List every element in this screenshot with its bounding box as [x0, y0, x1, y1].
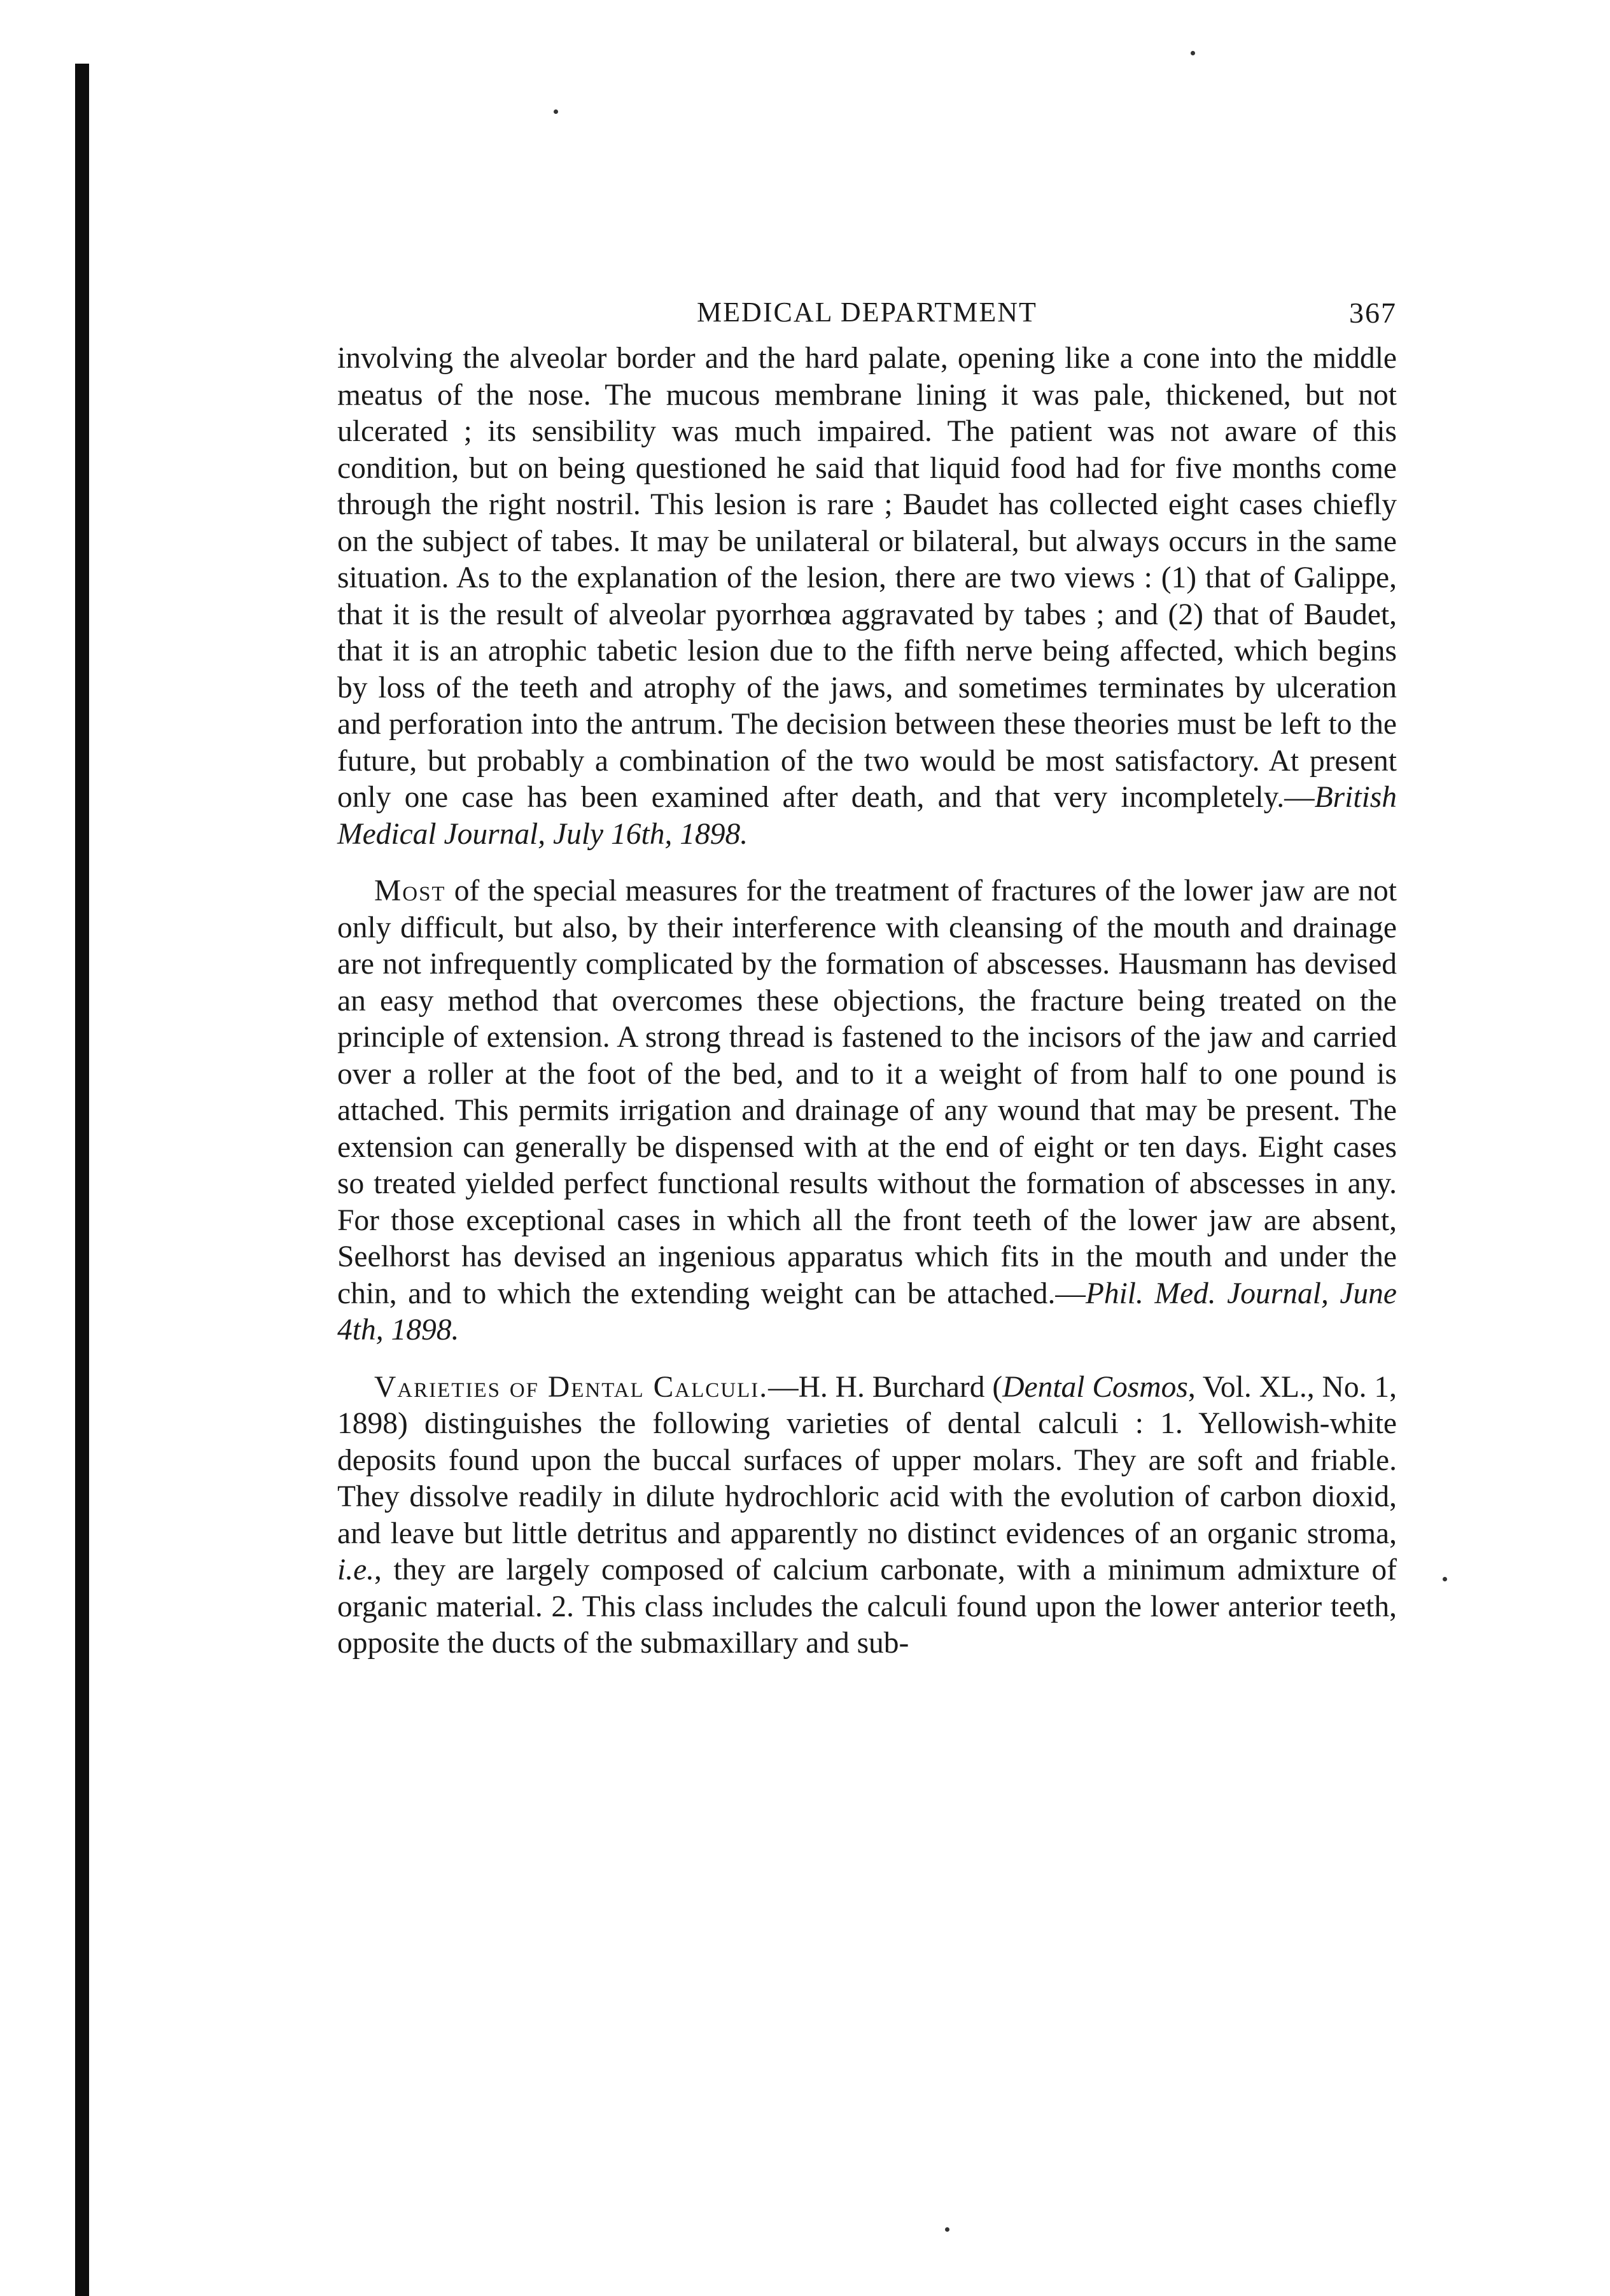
running-head-title: MEDICAL DEPARTMENT [697, 297, 1037, 328]
paragraph-text: , they are largely composed of calcium carbonate, with a minimum admixture of organic material. 2. This class includes the calculi found upon the lower anterior teeth, opposite the ducts of the submaxillary and sub- [337, 1553, 1397, 1660]
paragraph-lead: Varieties of Dental Calculi. [374, 1370, 769, 1404]
ink-speck [945, 2227, 949, 2232]
paragraph-jaw-fracture [337, 873, 1397, 1349]
abbreviation: i.e. [337, 1553, 375, 1586]
paragraph-lead: Most [374, 874, 446, 907]
book-page [337, 290, 1397, 1683]
ink-speck [554, 109, 558, 114]
paragraph-text: , Vol. XL., No. 1, 1898) distinguishes the following varieties of dental calculi : 1. Yellowish-white deposits found upon the buccal surfaces of upper molars. They are soft and friable. They dissolve readily in dilute hydrochloric acid with the evolution of carbon dioxid, and leave but little detritus and apparently no distinct evidences of an organic stroma, [337, 1370, 1397, 1550]
paragraph-jaw-lesion [337, 340, 1397, 853]
paragraph-text: of the special measures for the treatment of fractures of the lower jaw are not only difficult, but also, by their interference with cleansing of the mouth and drainage are not infrequently complicated by the formation of abscesses. Hausmann has devised an easy method that overcomes these objections, the fracture being treated on the principle of extension. A strong thread is fastened to the incisors of the jaw and carried over a roller at the foot of the bed, and to it a weight of from half to one pound is attached. This permits irrigation and drainage of any wound that may be present. The extension can generally be dispensed with at the end of eight or ten days. Eight cases so treated yielded perfect functional results without the formation of abscesses in any. For those exceptional cases in which all the front teeth of the lower jaw are absent, Seelhorst has devised an ingenious apparatus which fits in the mouth and under the chin, and to which the extending weight can be attached.— [337, 874, 1397, 1310]
page-binding-edge [75, 64, 89, 2296]
inline-citation: Dental Cosmos [1002, 1370, 1188, 1404]
ink-speck [1191, 51, 1195, 55]
ink-speck [1443, 1577, 1447, 1581]
paragraph-text: involving the alveolar border and the hard palate, opening like a cone into the middle meatus of the nose. The mucous membrane lining it was pale, thickened, but not ulcerated ; its sensibility was much impaired. The patient was not aware of this condition, but on being questioned he said that liquid food had for five months come through the right nostril. This lesion is rare ; Baudet has collected eight cases chiefly on the subject of tabes. It may be unilateral or bilateral, but always occurs in the same situation. As to the explanation of the lesion, there are two views : (1) that of Galippe, that it is the result of alveolar pyorrhœa aggravated by tabes ; and (2) that of Baudet, that it is an atrophic tabetic lesion due to the fifth nerve being affected, which begins by loss of the teeth and atrophy of the jaws, and sometimes terminates by ulceration and perforation into the antrum. The decision between these theories must be left to the future, but probably a combination of the two would be most satisfactory. At present only one case has been examined after death, and that very incompletely.— [337, 342, 1397, 814]
paragraph-text: —H. H. Burchard ( [768, 1370, 1003, 1404]
paragraph-dental-calculi [337, 1369, 1397, 1662]
citation: Phil. Med. Journal, June 4th, 1898. [337, 1277, 1397, 1347]
page-number: 367 [1349, 297, 1397, 329]
citation: British Medical Journal, July 16th, 1898. [337, 781, 1397, 851]
running-head [337, 290, 1397, 340]
